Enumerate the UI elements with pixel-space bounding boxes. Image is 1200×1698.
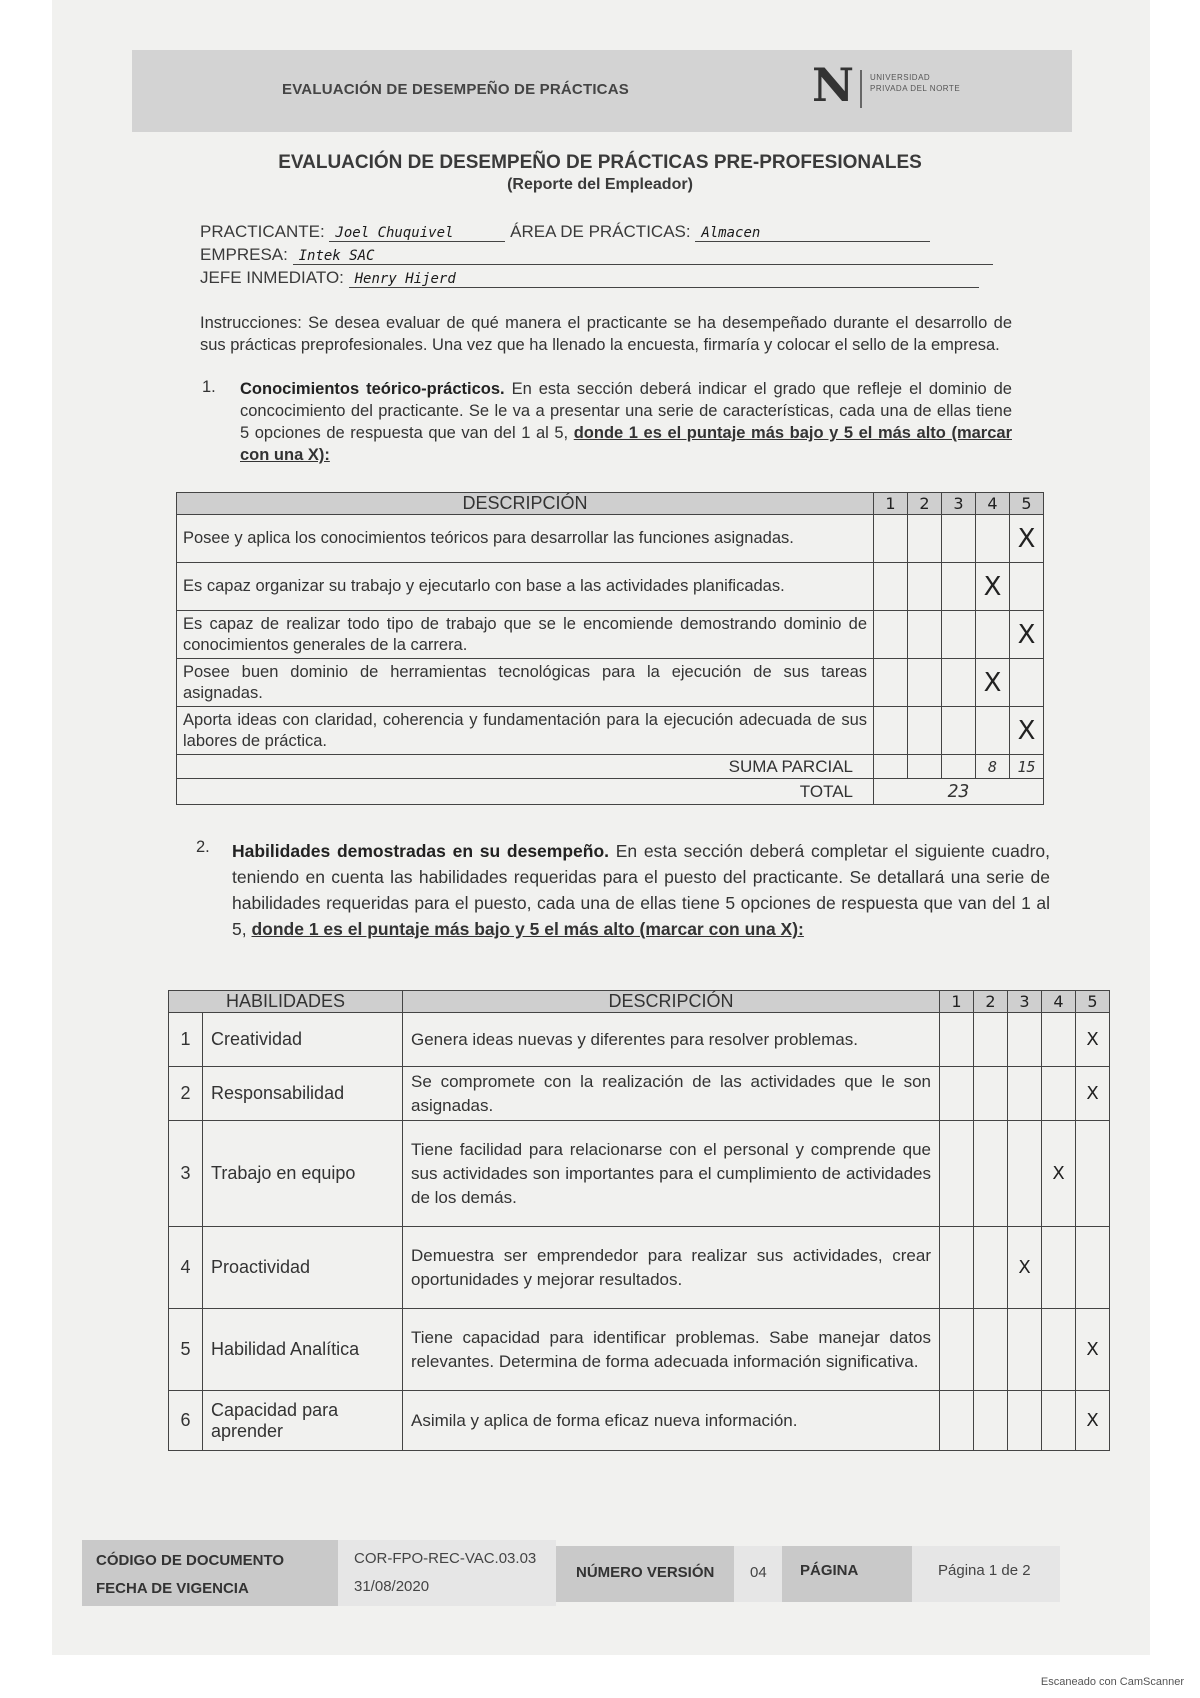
empresa-field (200, 245, 993, 269)
score-cell[interactable] (874, 659, 908, 707)
header-description: DESCRIPCIÓN (177, 493, 874, 515)
score-cell[interactable] (1042, 1013, 1076, 1067)
score-cell[interactable]: X (1076, 1067, 1110, 1121)
row-index: 6 (169, 1391, 203, 1451)
row-skill: Trabajo en equipo (203, 1121, 403, 1227)
skills-table-header (169, 991, 1110, 1013)
score-cell[interactable] (940, 1013, 974, 1067)
table-row (177, 659, 1044, 707)
table-row (177, 515, 1044, 563)
score-cell[interactable] (942, 707, 976, 755)
footer-values (338, 1540, 556, 1606)
table-row (169, 1013, 1110, 1067)
version-value: 04 (750, 1564, 767, 1581)
version-value-box (734, 1546, 782, 1602)
row-description: Posee buen dominio de herramientas tecnológicas para la ejecución de sus tareas asignadas. (177, 659, 874, 707)
section2-number: 2. (196, 838, 210, 856)
area-value: Almacen (695, 225, 930, 242)
fecha-label: FECHA DE VIGENCIA (96, 1580, 249, 1597)
section1-title: Conocimientos teórico-prácticos. (240, 380, 505, 398)
suma-cell[interactable]: 15 (1010, 755, 1044, 779)
footer-labels (82, 1540, 338, 1606)
score-cell[interactable] (974, 1391, 1008, 1451)
table-row (177, 611, 1044, 659)
score-cell[interactable]: X (1042, 1121, 1076, 1227)
section1-underlined: donde 1 es el puntaje más bajo y 5 el más alto (marcar con una X): (240, 424, 1012, 464)
table-row (169, 1391, 1110, 1451)
instructions-text: Instrucciones: Se desea evaluar de qué manera el practicante se ha desempeñado durante el desarrollo de sus prácticas preprofesionales. Una vez que ha llenado la encuesta, firmaría y colocar el sello de la empresa. (200, 314, 1012, 354)
score-header-3: 3 (942, 493, 976, 515)
empresa-label: EMPRESA: (200, 245, 288, 264)
score-cell[interactable]: X (976, 659, 1010, 707)
score-cell[interactable] (940, 1227, 974, 1309)
score-cell[interactable] (974, 1067, 1008, 1121)
row-description: Se compromete con la realización de las actividades que le son asignadas. (403, 1067, 940, 1121)
row-description: Asimila y aplica de forma eficaz nueva información. (403, 1391, 940, 1451)
row-index: 5 (169, 1309, 203, 1391)
table-row (177, 563, 1044, 611)
score-cell[interactable] (908, 563, 942, 611)
score-cell[interactable]: X (1008, 1227, 1042, 1309)
jefe-label: JEFE INMEDIATO: (200, 268, 344, 287)
score-cell[interactable] (942, 563, 976, 611)
score-cell[interactable]: X (1010, 707, 1044, 755)
score-cell[interactable] (1008, 1067, 1042, 1121)
score-cell[interactable]: X (1010, 611, 1044, 659)
score-header-5: 5 (1076, 991, 1110, 1013)
score-cell[interactable] (942, 515, 976, 563)
document-footer (82, 1540, 1060, 1606)
section2-title: Habilidades demostradas en su desempeño. (232, 841, 610, 861)
score-cell[interactable] (1076, 1121, 1110, 1227)
total-row (177, 779, 1044, 805)
score-cell[interactable] (940, 1309, 974, 1391)
score-cell[interactable] (1042, 1309, 1076, 1391)
section2-body: En esta sección deberá completar el siguiente cuadro, teniendo en cuenta las habilidades requeridas para el puesto del practicante. Se detallará una serie de habilidades requeridas para el puesto, cada una de ellas tiene 5 opciones de respuesta que van del 1 al 5, (232, 841, 1050, 939)
table-row (169, 1227, 1110, 1309)
score-cell[interactable] (908, 659, 942, 707)
practicante-field (200, 222, 930, 246)
score-cell[interactable] (976, 707, 1010, 755)
suma-parcial-label: SUMA PARCIAL (177, 755, 874, 779)
score-cell[interactable] (1042, 1067, 1076, 1121)
score-cell[interactable] (974, 1013, 1008, 1067)
score-cell[interactable]: X (1076, 1013, 1110, 1067)
score-cell[interactable] (1008, 1013, 1042, 1067)
score-header-4: 4 (976, 493, 1010, 515)
score-cell[interactable] (976, 515, 1010, 563)
area-label: ÁREA DE PRÁCTICAS: (510, 222, 691, 241)
score-header-3: 3 (1008, 991, 1042, 1013)
score-cell[interactable] (940, 1121, 974, 1227)
document-subtitle: (Reporte del Empleador) (507, 176, 693, 193)
practicante-value: Joel Chuquivel (329, 225, 505, 242)
section1-number: 1. (202, 378, 216, 396)
score-cell[interactable] (1008, 1391, 1042, 1451)
jefe-value: Henry Hijerd (349, 271, 979, 288)
score-cell[interactable] (908, 707, 942, 755)
suma-cell[interactable]: 8 (976, 755, 1010, 779)
codigo-value: COR-FPO-REC-VAC.03.03 (354, 1550, 537, 1567)
total-label: TOTAL (177, 779, 874, 805)
suma-cell[interactable] (908, 755, 942, 779)
section2-underlined: donde 1 es el puntaje más bajo y 5 el más alto (marcar con una X): (251, 919, 804, 939)
score-cell[interactable] (908, 515, 942, 563)
score-cell[interactable] (1042, 1227, 1076, 1309)
empresa-value: Intek SAC (293, 248, 993, 265)
row-description: Genera ideas nuevas y diferentes para resolver problemas. (403, 1013, 940, 1067)
pagina-value: Página 1 de 2 (938, 1562, 1031, 1579)
suma-cell[interactable] (942, 755, 976, 779)
row-description: Tiene capacidad para identificar problemas. Sabe manejar datos relevantes. Determina de forma adecuada información significativa. (403, 1309, 940, 1391)
section1-text (240, 378, 1012, 466)
jefe-field (200, 268, 979, 292)
score-cell[interactable]: X (1010, 515, 1044, 563)
table-row (169, 1121, 1110, 1227)
score-header-1: 1 (874, 493, 908, 515)
score-header-2: 2 (908, 493, 942, 515)
suma-cell[interactable] (874, 755, 908, 779)
header-habilidades: HABILIDADES (169, 991, 403, 1013)
section2-text (232, 838, 1050, 942)
codigo-label: CÓDIGO DE DOCUMENTO (96, 1552, 285, 1569)
score-cell[interactable] (908, 611, 942, 659)
row-description: Tiene facilidad para relacionarse con el personal y comprende que sus actividades son importantes para el cumplimiento de actividades de los demás. (403, 1121, 940, 1227)
row-description: Demuestra ser emprendedor para realizar sus actividades, crear oportunidades y mejorar resultados. (403, 1227, 940, 1309)
score-header-5: 5 (1010, 493, 1044, 515)
score-cell[interactable] (1076, 1227, 1110, 1309)
score-cell[interactable] (1008, 1309, 1042, 1391)
score-cell[interactable] (976, 611, 1010, 659)
row-description: Posee y aplica los conocimientos teóricos para desarrollar las funciones asignadas. (177, 515, 874, 563)
pagina-label-box (782, 1546, 912, 1602)
version-label-box (556, 1546, 734, 1602)
section1-body: En esta sección deberá indicar el grado que refleje el dominio de concocimiento del practicante. Se le va a presentar una serie de características, cada una de ellas tiene 5 opciones de respuesta que van del 1 al 5, (240, 380, 1012, 442)
score-cell[interactable] (1008, 1121, 1042, 1227)
skills-table (168, 990, 1110, 1451)
row-index: 4 (169, 1227, 203, 1309)
knowledge-table (176, 492, 1044, 805)
score-cell[interactable]: X (1076, 1309, 1110, 1391)
score-cell[interactable] (940, 1067, 974, 1121)
score-cell[interactable] (942, 659, 976, 707)
score-cell[interactable] (974, 1121, 1008, 1227)
score-cell[interactable] (974, 1309, 1008, 1391)
table-row (169, 1067, 1110, 1121)
score-header-2: 2 (974, 991, 1008, 1013)
knowledge-table-header (177, 493, 1044, 515)
score-cell[interactable] (974, 1227, 1008, 1309)
scanner-watermark: Escaneado con CamScanner (1040, 1676, 1184, 1688)
total-value[interactable]: 23 (874, 779, 1044, 805)
header-description: DESCRIPCIÓN (403, 991, 940, 1013)
score-cell[interactable] (1010, 659, 1044, 707)
score-cell[interactable] (874, 611, 908, 659)
row-index: 3 (169, 1121, 203, 1227)
header-title: EVALUACIÓN DE DESEMPEÑO DE PRÁCTICAS (282, 81, 629, 98)
document-title: EVALUACIÓN DE DESEMPEÑO DE PRÁCTICAS PRE-PROFESIONALES (278, 152, 922, 173)
score-cell[interactable] (874, 563, 908, 611)
score-cell[interactable] (874, 707, 908, 755)
row-description: Es capaz organizar su trabajo y ejecutarlo con base a las actividades planificadas. (177, 563, 874, 611)
logo-separator (860, 70, 862, 108)
score-cell[interactable]: X (1076, 1391, 1110, 1451)
row-skill: Capacidad para aprender (203, 1391, 403, 1451)
row-index: 2 (169, 1067, 203, 1121)
score-cell[interactable] (942, 611, 976, 659)
pagina-label: PÁGINA (800, 1562, 859, 1579)
score-cell[interactable] (940, 1391, 974, 1451)
practicante-label: PRACTICANTE: (200, 222, 325, 241)
score-cell[interactable] (1010, 563, 1044, 611)
table-row (169, 1309, 1110, 1391)
pagina-value-box (912, 1546, 1060, 1602)
table-row (177, 707, 1044, 755)
score-cell[interactable]: X (976, 563, 1010, 611)
suma-parcial-row (177, 755, 1044, 779)
score-header-1: 1 (940, 991, 974, 1013)
row-skill: Habilidad Analítica (203, 1309, 403, 1391)
row-index: 1 (169, 1013, 203, 1067)
fecha-value: 31/08/2020 (354, 1578, 430, 1595)
row-skill: Responsabilidad (203, 1067, 403, 1121)
logo-text: UNIVERSIDAD PRIVADA DEL NORTE (870, 73, 961, 93)
row-description: Aporta ideas con claridad, coherencia y fundamentación para la ejecución adecuada de sus labores de práctica. (177, 707, 874, 755)
row-skill: Creatividad (203, 1013, 403, 1067)
document-header (132, 50, 1072, 132)
row-skill: Proactividad (203, 1227, 403, 1309)
score-cell[interactable] (874, 515, 908, 563)
university-logo-icon: N (812, 58, 855, 112)
score-cell[interactable] (1042, 1391, 1076, 1451)
row-description: Es capaz de realizar todo tipo de trabajo que se le encomiende demostrando dominio de conocimientos generales de la carrera. (177, 611, 874, 659)
score-header-4: 4 (1042, 991, 1076, 1013)
version-label: NÚMERO VERSIÓN (576, 1564, 715, 1581)
